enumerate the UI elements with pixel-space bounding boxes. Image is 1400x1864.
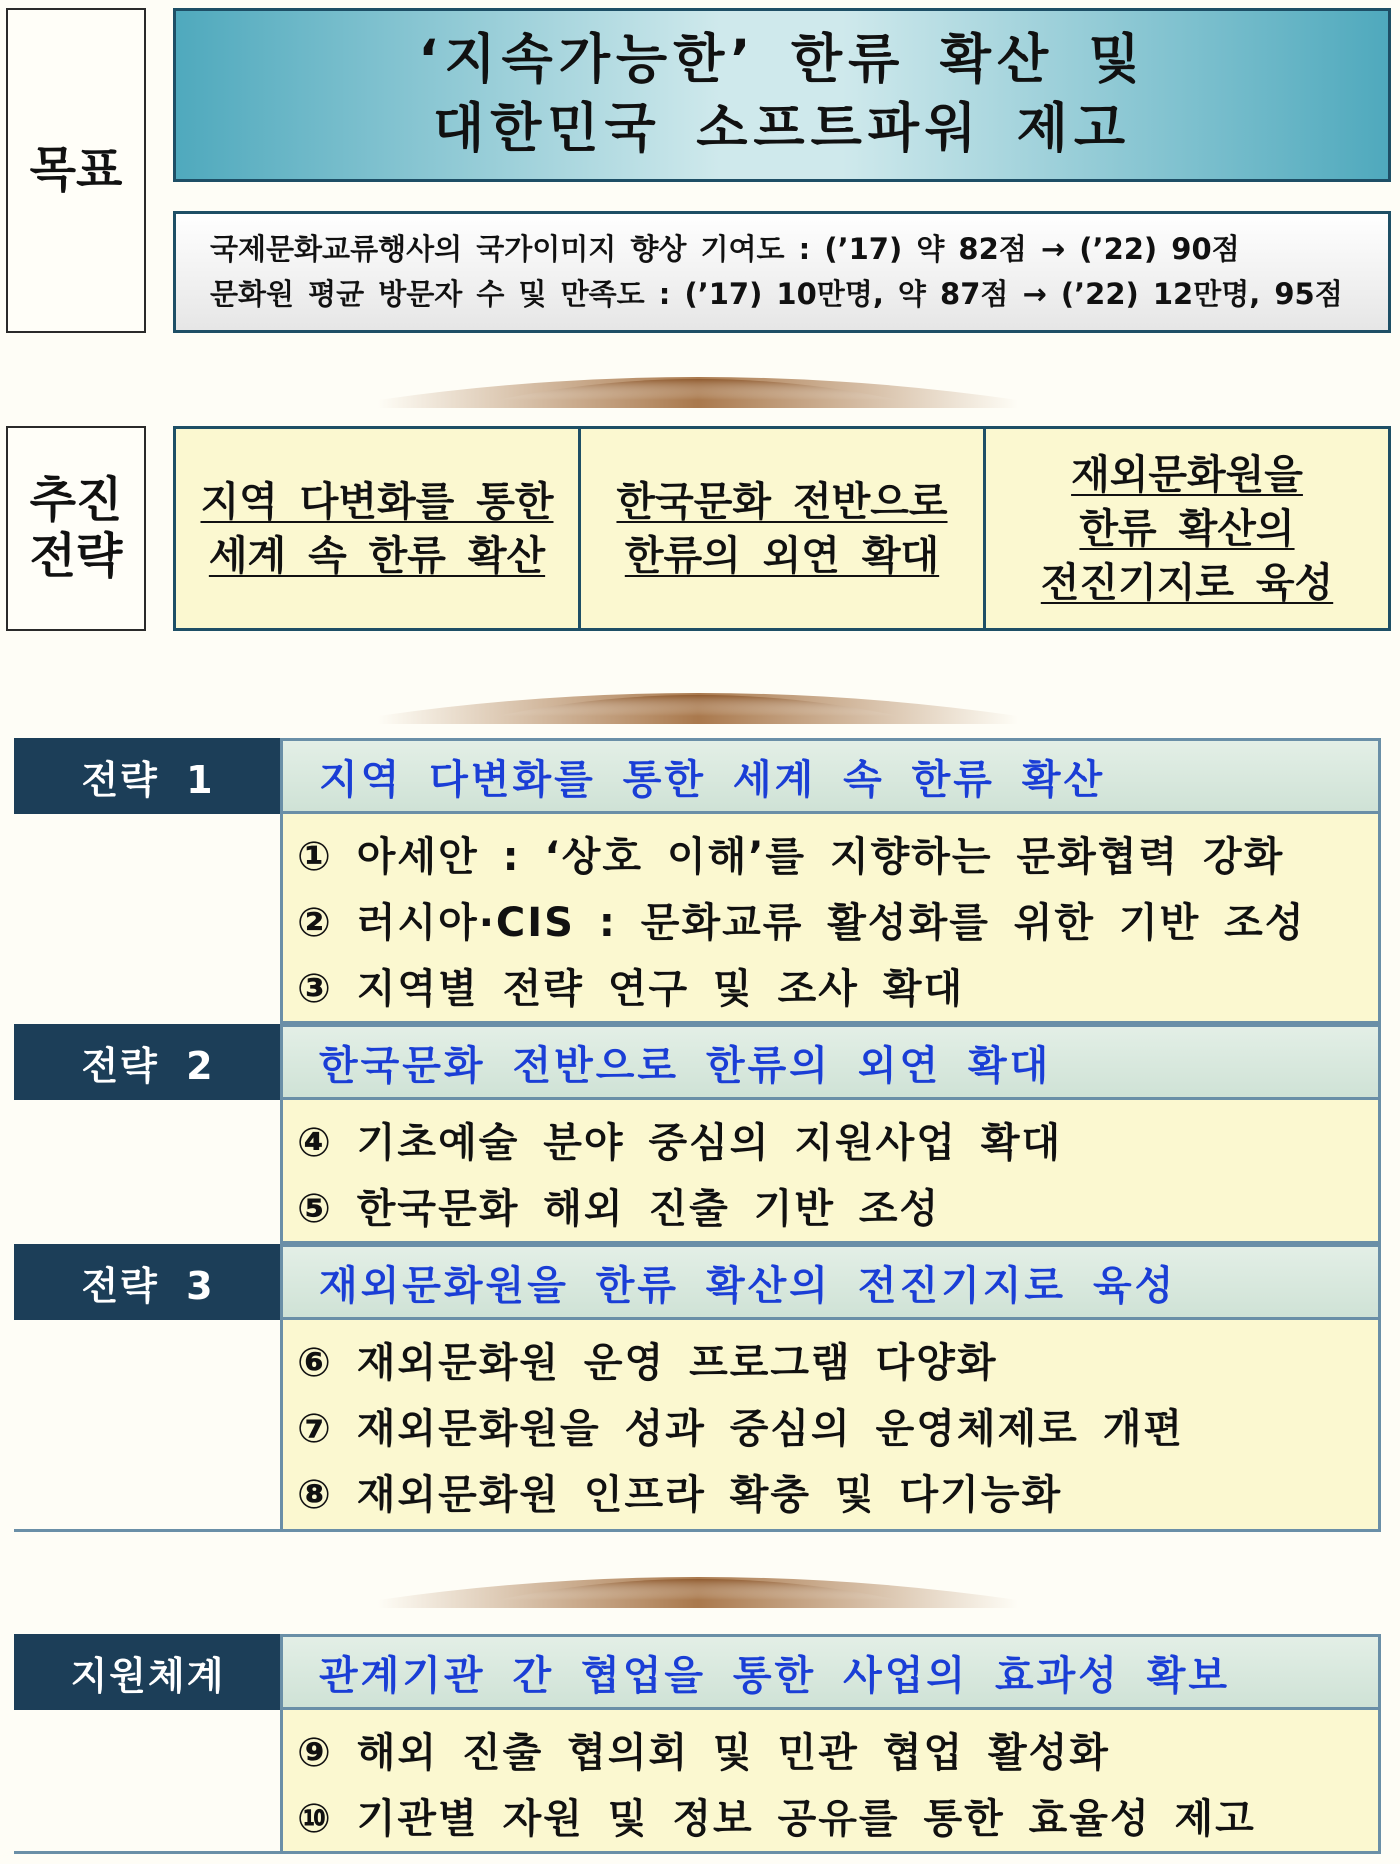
strategy-cell-3-line2: 한류 확산의 bbox=[1079, 505, 1295, 552]
support-items bbox=[280, 1710, 1381, 1854]
strategy-cell-2 bbox=[578, 429, 983, 628]
divider bbox=[14, 1529, 1381, 1532]
goal-title-line2: 대한민국 소프트파워 제고 bbox=[432, 98, 1132, 159]
strategy-3-head-text: 전략 3 bbox=[81, 1263, 215, 1308]
strategy-3-header bbox=[14, 1244, 282, 1320]
strategy-cell-1-line1: 지역 다변화를 통한 bbox=[200, 478, 554, 525]
list-item: ② 러시아·CIS : 문화교류 활성화를 위한 기반 조성 bbox=[297, 900, 1306, 946]
strategy-2-items bbox=[280, 1100, 1381, 1244]
list-item: ① 아세안 : ‘상호 이해’를 지향하는 문화협력 강화 bbox=[297, 834, 1285, 880]
strategy-2-title-text: 한국문화 전반으로 한류의 외연 확대 bbox=[319, 1042, 1052, 1089]
list-item: ⑤ 한국문화 해외 진출 기반 조성 bbox=[297, 1186, 941, 1232]
support-title-text: 관계기관 간 협업을 통한 사업의 효과성 확보 bbox=[319, 1652, 1231, 1699]
strategy-cell-3 bbox=[983, 429, 1388, 628]
strategy-1-title-text: 지역 다변화를 통한 세계 속 한류 확산 bbox=[319, 756, 1106, 803]
list-item: ⑦ 재외문화원을 성과 중심의 운영체제로 개편 bbox=[297, 1406, 1185, 1452]
list-item: ⑥ 재외문화원 운영 프로그램 다양화 bbox=[297, 1340, 998, 1386]
up-arrow-icon bbox=[378, 352, 1018, 408]
goal-label-text: 목표 bbox=[29, 141, 123, 198]
list-item: ③ 지역별 전략 연구 및 조사 확대 bbox=[297, 966, 965, 1012]
support-title bbox=[280, 1634, 1381, 1710]
strategy-3-title bbox=[280, 1244, 1381, 1320]
strategy-cell-1-line2: 세계 속 한류 확산 bbox=[208, 532, 546, 579]
list-item: ⑧ 재외문화원 인프라 확충 및 다기능화 bbox=[297, 1472, 1063, 1518]
strategy-1-header bbox=[14, 738, 282, 814]
divider bbox=[14, 1851, 1381, 1854]
goal-metrics-box bbox=[173, 211, 1391, 333]
strategy-2-head-text: 전략 2 bbox=[81, 1043, 215, 1088]
strategy-cell-3-line1: 재외문화원을 bbox=[1071, 451, 1303, 498]
list-item: ⑨ 해외 진출 협의회 및 민관 협업 활성화 bbox=[297, 1730, 1110, 1776]
strategy-label bbox=[6, 426, 146, 631]
strategy-3-title-text: 재외문화원을 한류 확산의 전진기지로 육성 bbox=[319, 1262, 1177, 1309]
goal-title-line1: ‘지속가능한’ 한류 확산 및 bbox=[418, 29, 1146, 91]
goal-label bbox=[6, 8, 146, 333]
up-arrow-icon bbox=[378, 1552, 1018, 1608]
strategy-cell-2-line2: 한류의 외연 확대 bbox=[624, 532, 940, 579]
strategy-cell-2-line1: 한국문화 전반으로 bbox=[616, 478, 948, 525]
support-header bbox=[14, 1634, 282, 1710]
list-item: ⑩ 기관별 자원 및 정보 공유를 통한 효율성 제고 bbox=[297, 1796, 1256, 1842]
strategy-1-title bbox=[280, 738, 1381, 814]
strategy-overview-box bbox=[173, 426, 1391, 631]
strategy-1-items bbox=[280, 814, 1381, 1024]
list-item: ④ 기초예술 분야 중심의 지원사업 확대 bbox=[297, 1120, 1063, 1166]
support-head-text: 지원체계 bbox=[70, 1653, 226, 1698]
strategy-label-line1: 추진 bbox=[29, 472, 123, 529]
strategy-1-head-text: 전략 1 bbox=[81, 757, 215, 802]
strategy-cell-1 bbox=[176, 429, 578, 628]
strategy-2-header bbox=[14, 1024, 282, 1100]
strategy-3-items bbox=[280, 1320, 1381, 1532]
up-arrow-icon bbox=[378, 668, 1018, 724]
goal-metric-1: 국제문화교류행사의 국가이미지 향상 기여도 : (’17) 약 82점 → (’22) 90점 bbox=[210, 232, 1240, 267]
strategy-label-line2: 전략 bbox=[29, 527, 123, 584]
goal-title-box bbox=[173, 8, 1391, 182]
goal-metric-2: 문화원 평균 방문자 수 및 만족도 : (’17) 10만명, 약 87점 → (’22) 12만명, 95점 bbox=[210, 277, 1343, 311]
strategy-cell-3-line3: 전진기지로 육성 bbox=[1040, 559, 1334, 606]
strategy-2-title bbox=[280, 1024, 1381, 1100]
